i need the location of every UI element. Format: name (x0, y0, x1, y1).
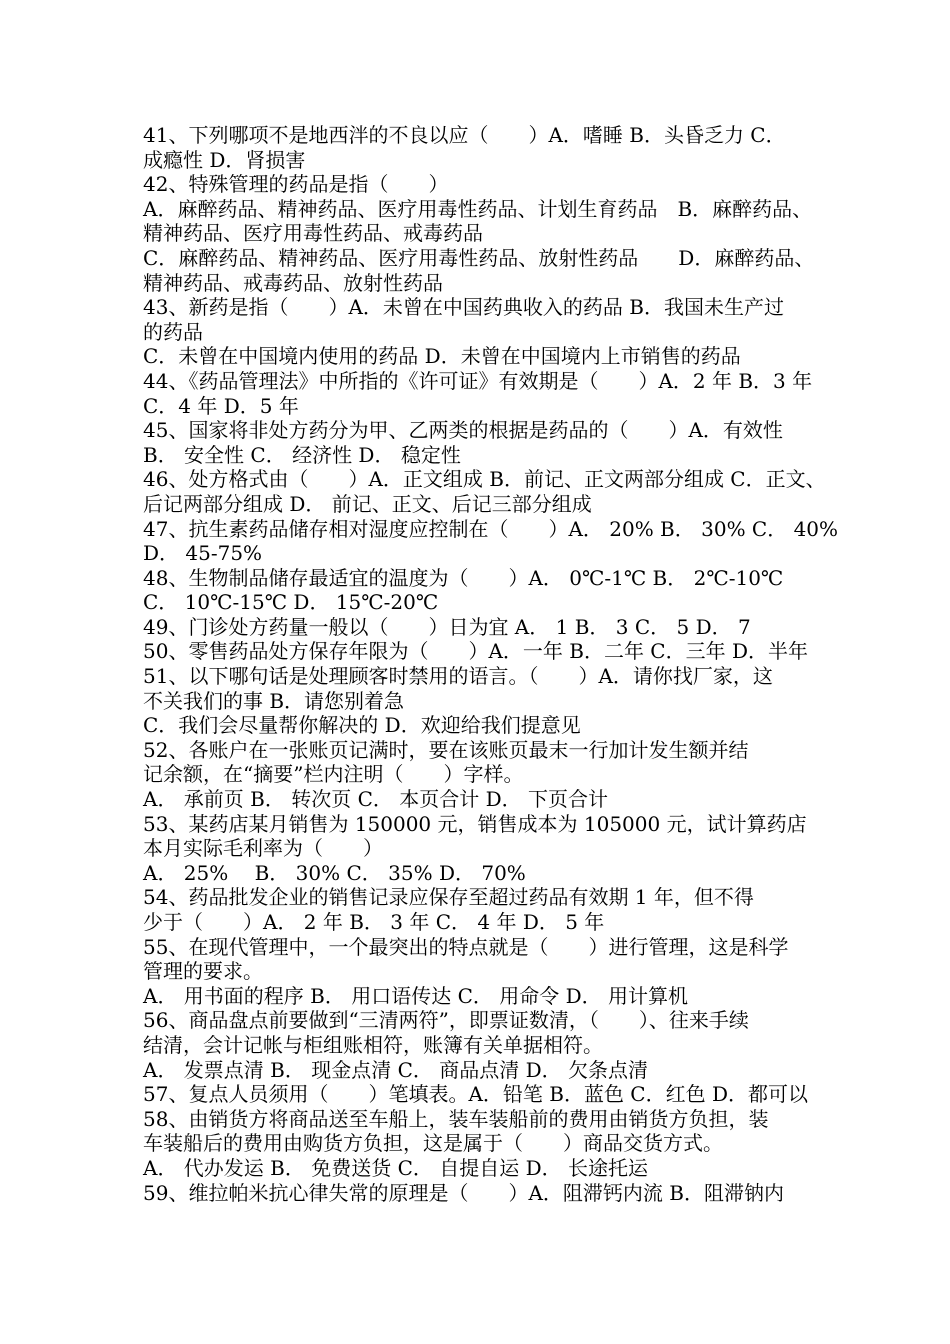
text-line: C．4 年 D．5 年 (143, 393, 299, 418)
text-line: 52、各账户在一张账页记满时，要在该账页最末一行加计发生额并结 (143, 737, 749, 762)
text-line: A． 发票点清 B． 现金点清 C． 商品点清 D． 欠条点清 (143, 1057, 648, 1082)
text-line: C．未曾在中国境内使用的药品 D．未曾在中国境内上市销售的药品 (143, 344, 741, 369)
text-line: D． 45-75% (143, 541, 263, 566)
text-line: 少于（ ）A． 2 年 B． 3 年 C． 4 年 D． 5 年 (143, 910, 605, 934)
text-line: A． 代办发运 B． 免费送货 C． 自提自运 D． 长途托运 (143, 1155, 648, 1180)
text-line: 41、下列哪项不是地西泮的不良以应（ ）A．嗜睡 B．头昏乏力 C． (143, 123, 786, 147)
text-line: 56、商品盘点前要做到“三清两符”，即票证数清，（ ）、往来手续 (143, 1008, 749, 1033)
text-line: C． 10℃-15℃ D． 15℃-20℃ (143, 590, 439, 615)
text-line: 车装船后的费用由购货方负担，这是属于（ ）商品交货方式。 (143, 1131, 723, 1156)
text-line: A． 用书面的程序 B． 用口语传达 C． 用命令 D． 用计算机 (143, 983, 688, 1008)
text-line: 43、新药是指（ ）A．未曾在中国药典收入的药品 B．我国未生产过 (143, 295, 784, 320)
text-line: 精神药品、医疗用毒性药品、戒毒药品 (143, 221, 483, 246)
text-line: 后记两部分组成 D． 前记、正文、后记三部分组成 (143, 491, 592, 516)
text-line: 55、在现代管理中，一个最突出的特点就是（ ）进行管理，这是科学 (143, 934, 789, 959)
text-line: B． 安全性 C． 经济性 D． 稳定性 (143, 442, 461, 467)
text-line: 47、抗生素药品储存相对湿度应控制在（ ）A． 20% B． 30% C． 40% (143, 516, 839, 541)
text-line: 54、药品批发企业的销售记录应保存至超过药品有效期 1 年，但不得 (143, 885, 754, 910)
text-line: A． 承前页 B． 转次页 C． 本页合计 D． 下页合计 (143, 787, 608, 812)
text-line: 不关我们的事 B．请您别着急 (143, 688, 405, 713)
text-line: 44、《药品管理法》中所指的《许可证》有效期是（ ）A．2 年 B．3 年 (143, 368, 813, 393)
text-line: 50、零售药品处方保存年限为（ ）A．一年 B．二年 C．三年 D．半年 (143, 639, 808, 664)
text-line: 51、以下哪句话是处理顾客时禁用的语言。（ ）A．请你找厂家，这 (143, 664, 773, 689)
text-line: 本月实际毛利率为（ ） (143, 836, 383, 861)
text-line: 46、处方格式由（ ）A．正文组成 B．前记、正文两部分组成 C．正文、 (143, 467, 826, 492)
text-line: A．麻醉药品、精神药品、医疗用毒性药品、计划生育药品 B．麻醉药品、 (143, 196, 813, 221)
text-line: 48、生物制品储存最适宜的温度为（ ）A． 0℃-1℃ B． 2℃-10℃ (143, 565, 784, 590)
document-page (143, 123, 839, 1205)
text-line: 57、复点人员须用（ ）笔填表。A．铅笔 B．蓝色 C．红色 D．都可以 (143, 1082, 808, 1107)
text-line: A． 25% B． 30% C． 35% D． 70% (143, 860, 526, 885)
text-line: 59、维拉帕米抗心律失常的原理是（ ）A．阻滞钙内流 B．阻滞钠内 (143, 1180, 784, 1205)
text-line: 58、由销货方将商品送至车船上，装车装船前的费用由销货方负担，装 (143, 1106, 769, 1131)
text-line: 结清，会计记帐与柜组账相符，账簿有关单据相符。 (143, 1032, 603, 1057)
text-line: 42、特殊管理的药品是指（ ） (143, 172, 449, 197)
text-line: 成瘾性 D．肾损害 (143, 147, 306, 172)
text-line: 49、门诊处方药量一般以（ ）日为宜 A． 1 B． 3 C． 5 D． 7 (143, 614, 751, 639)
text-line: 记余额，在“摘要”栏内注明（ ）字样。 (143, 762, 524, 787)
text-line: C．麻醉药品、精神药品、医疗用毒性药品、放射性药品 D．麻醉药品、 (143, 245, 815, 270)
text-line: 53、某药店某月销售为 150000 元，销售成本为 105000 元，试计算药店 (143, 811, 807, 836)
text-line: C．我们会尽量帮你解决的 D．欢迎给我们提意见 (143, 713, 581, 738)
text-line: 精神药品、戒毒药品、放射性药品 (143, 270, 443, 295)
text-line: 管理的要求。 (143, 959, 263, 984)
text-line: 45、国家将非处方药分为甲、乙两类的根据是药品的（ ）A．有效性 (143, 418, 783, 443)
text-line: 的药品 (143, 319, 203, 344)
